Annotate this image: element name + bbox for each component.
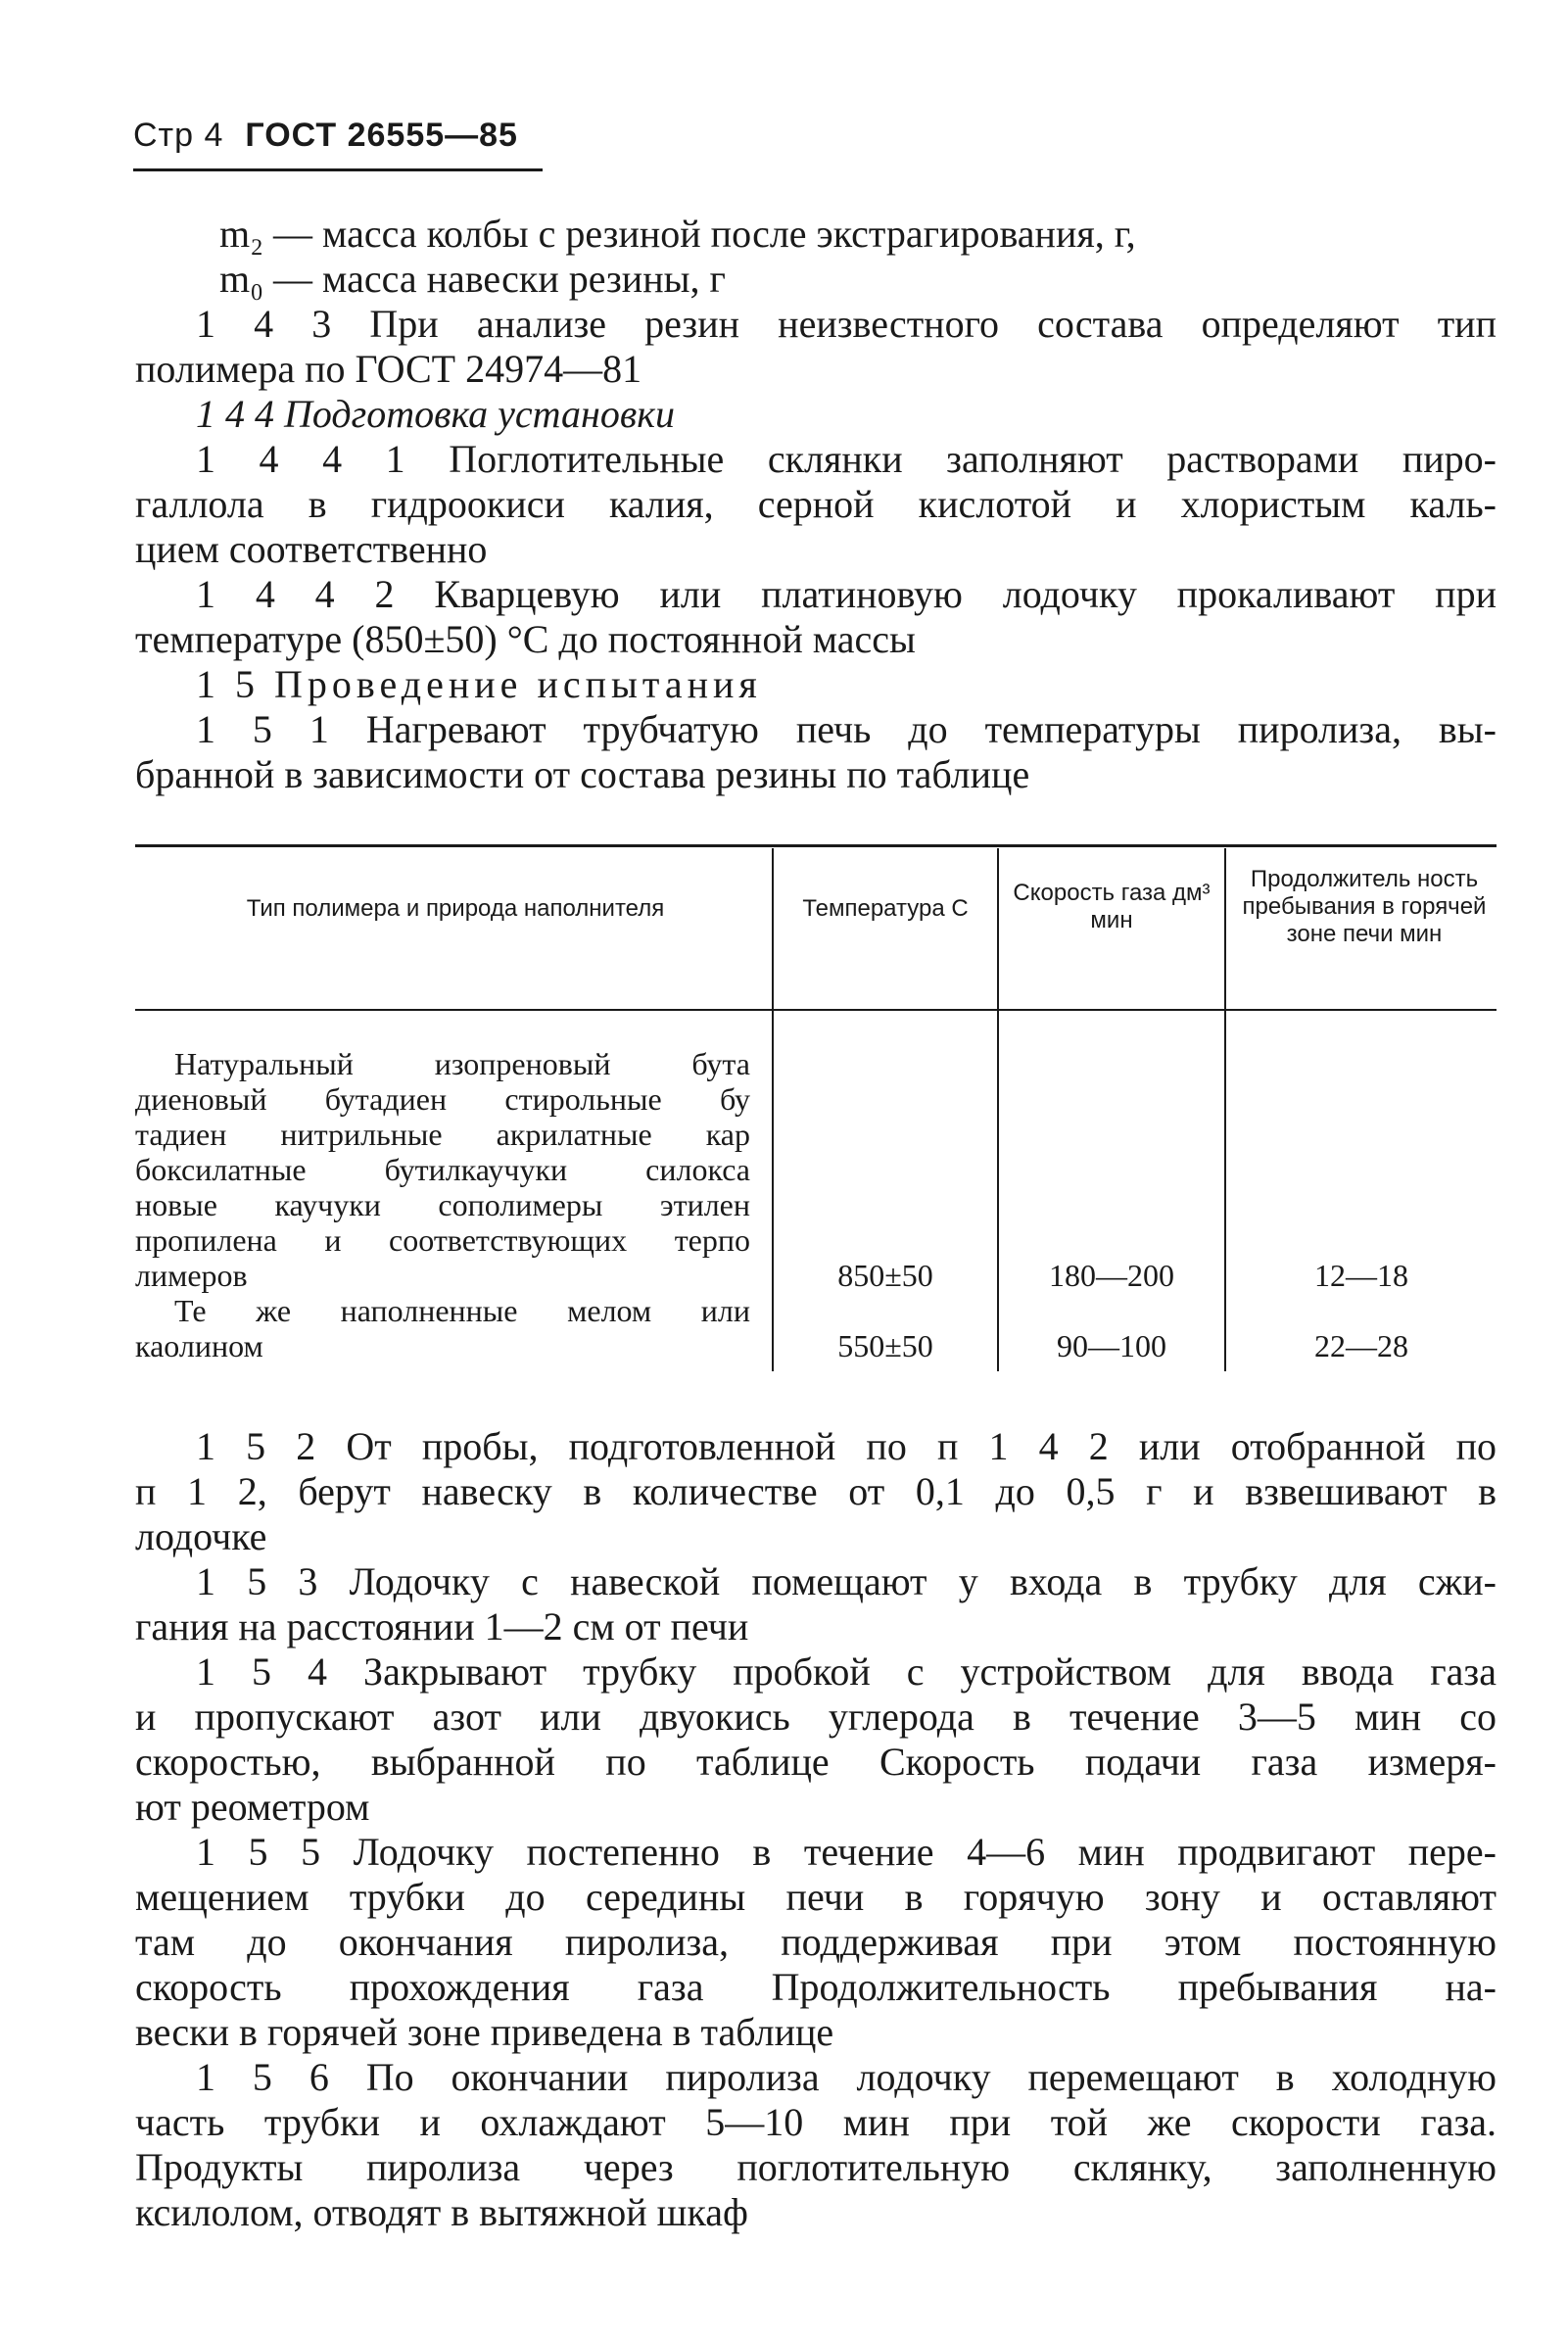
text-line: скоростью, выбранной по таблице Скорость подачи газа измеря- [135, 1740, 1497, 1784]
table-header-gas-speed: Скорость газа дм³ мин [1013, 880, 1211, 933]
table-cell-polymer-row1: диеновый бутадиен стирольные бу [135, 1081, 750, 1117]
page-number: Стр 4 [133, 117, 224, 154]
table-header-duration: Продолжитель ность пребывания в горячей зоне печи мин [1242, 866, 1487, 947]
text-line: и пропускают азот или двуокись углерода в течение 3—5 мин со [135, 1695, 1497, 1739]
table-cell-gas-speed-row2: 90—100 [1057, 1328, 1166, 1363]
table-cell-gas-speed-row1: 180—200 [1049, 1258, 1174, 1293]
text-line: полимера по ГОСТ 24974—81 [135, 347, 642, 391]
standard-code: ГОСТ 26555—85 [245, 117, 518, 154]
text-line-m0: m₀ — масса навески резины, г [219, 257, 726, 301]
section-heading-preparation: 1 4 4 Подготовка установки [196, 392, 675, 436]
table-top-rule [135, 844, 1497, 847]
text-line: п 1 2, берут навеску в количестве от 0,1 до 0,5 г и взвешивают в [135, 1469, 1497, 1513]
table-cell-polymer-row1: Натуральный изопреновый бута [174, 1046, 750, 1081]
table-header-rule [135, 1009, 1497, 1011]
table-cell-temperature-row2: 550±50 [837, 1328, 933, 1363]
text-line: Продукты пиролиза через поглотительную склянку, заполненную [135, 2145, 1497, 2189]
table-cell-polymer-row1: боксилатные бутилкаучуки силокса [135, 1152, 750, 1187]
text-line: мещением трубки до середины печи в горячую зону и оставляют [135, 1875, 1497, 1919]
text-line: лодочке [135, 1514, 267, 1558]
text-line: там до окончания пиролиза, поддерживая при этом постоянную [135, 1920, 1497, 1964]
table-cell-duration-row1: 12—18 [1314, 1258, 1408, 1293]
table-cell-polymer-row1: пропилена и соответствующих терпо [135, 1222, 750, 1258]
text-line: 1 5 4 Закрывают трубку пробкой с устройством для ввода газа [196, 1649, 1497, 1694]
text-line: галлола в гидроокиси калия, серной кислотой и хлористым каль- [135, 482, 1497, 526]
text-line: температуре (850±50) °С до постоянной массы [135, 617, 916, 661]
text-line: 1 5 3 Лодочку с навеской помещают у входа в трубку для сжи- [196, 1559, 1497, 1603]
table-header-polymer: Тип полимера и природа наполнителя [246, 895, 665, 922]
text-line: 1 5 6 По окончании пиролиза лодочку перемещают в холодную [196, 2055, 1497, 2099]
text-line: бранной в зависимости от состава резины по таблице [135, 752, 1030, 796]
text-line: 1 4 3 При анализе резин неизвестного состава определяют тип [196, 302, 1497, 346]
header-underline [133, 168, 543, 171]
text-line-m2: m₂ — масса колбы с резиной после экстрагирования, г, [219, 212, 1136, 256]
text-line: 1 5 2 От пробы, подготовленной по п 1 4 2 или отобранной по [196, 1424, 1497, 1468]
page-header [133, 116, 518, 155]
text-line: ксилолом, отводят в вытяжной шкаф [135, 2190, 748, 2234]
text-line: 1 4 4 2 Кварцевую или платиновую лодочку прокаливают при [196, 572, 1497, 616]
text-line: цием соответственно [135, 527, 488, 571]
text-line: часть трубки и охлаждают 5—10 мин при той же скорости газа. [135, 2100, 1497, 2144]
table-cell-polymer-row2: Те же наполненные мелом или [174, 1293, 750, 1328]
table-cell-polymer-row1: тадиен нитрильные акрилатные кар [135, 1117, 750, 1152]
text-line: 1 5 5 Лодочку постепенно в течение 4—6 мин продвигают пере- [196, 1830, 1497, 1874]
text-line: вески в горячей зоне приведена в таблице [135, 2010, 834, 2054]
table-cell-duration-row2: 22—28 [1314, 1328, 1408, 1363]
table-cell-temperature-row1: 850±50 [837, 1258, 933, 1293]
text-line: 1 4 4 1 Поглотительные склянки заполняют растворами пиро- [196, 437, 1497, 481]
text-line: гания на расстоянии 1—2 см от печи [135, 1604, 749, 1648]
table-cell-polymer-row1: лимеров [135, 1258, 248, 1293]
table-cell-polymer-row2: каолином [135, 1328, 263, 1363]
text-line: 1 5 1 Нагревают трубчатую печь до температуры пиролиза, вы- [196, 707, 1497, 751]
table-header-temperature: Температура С [802, 895, 969, 922]
text-line: скорость прохождения газа Продолжительность пребывания на- [135, 1965, 1497, 2009]
text-line: ют реометром [135, 1785, 370, 1829]
section-heading-testing: 1 5 Проведение испытания [196, 662, 762, 706]
table-cell-polymer-row1: новые каучуки сополимеры этилен [135, 1187, 750, 1222]
